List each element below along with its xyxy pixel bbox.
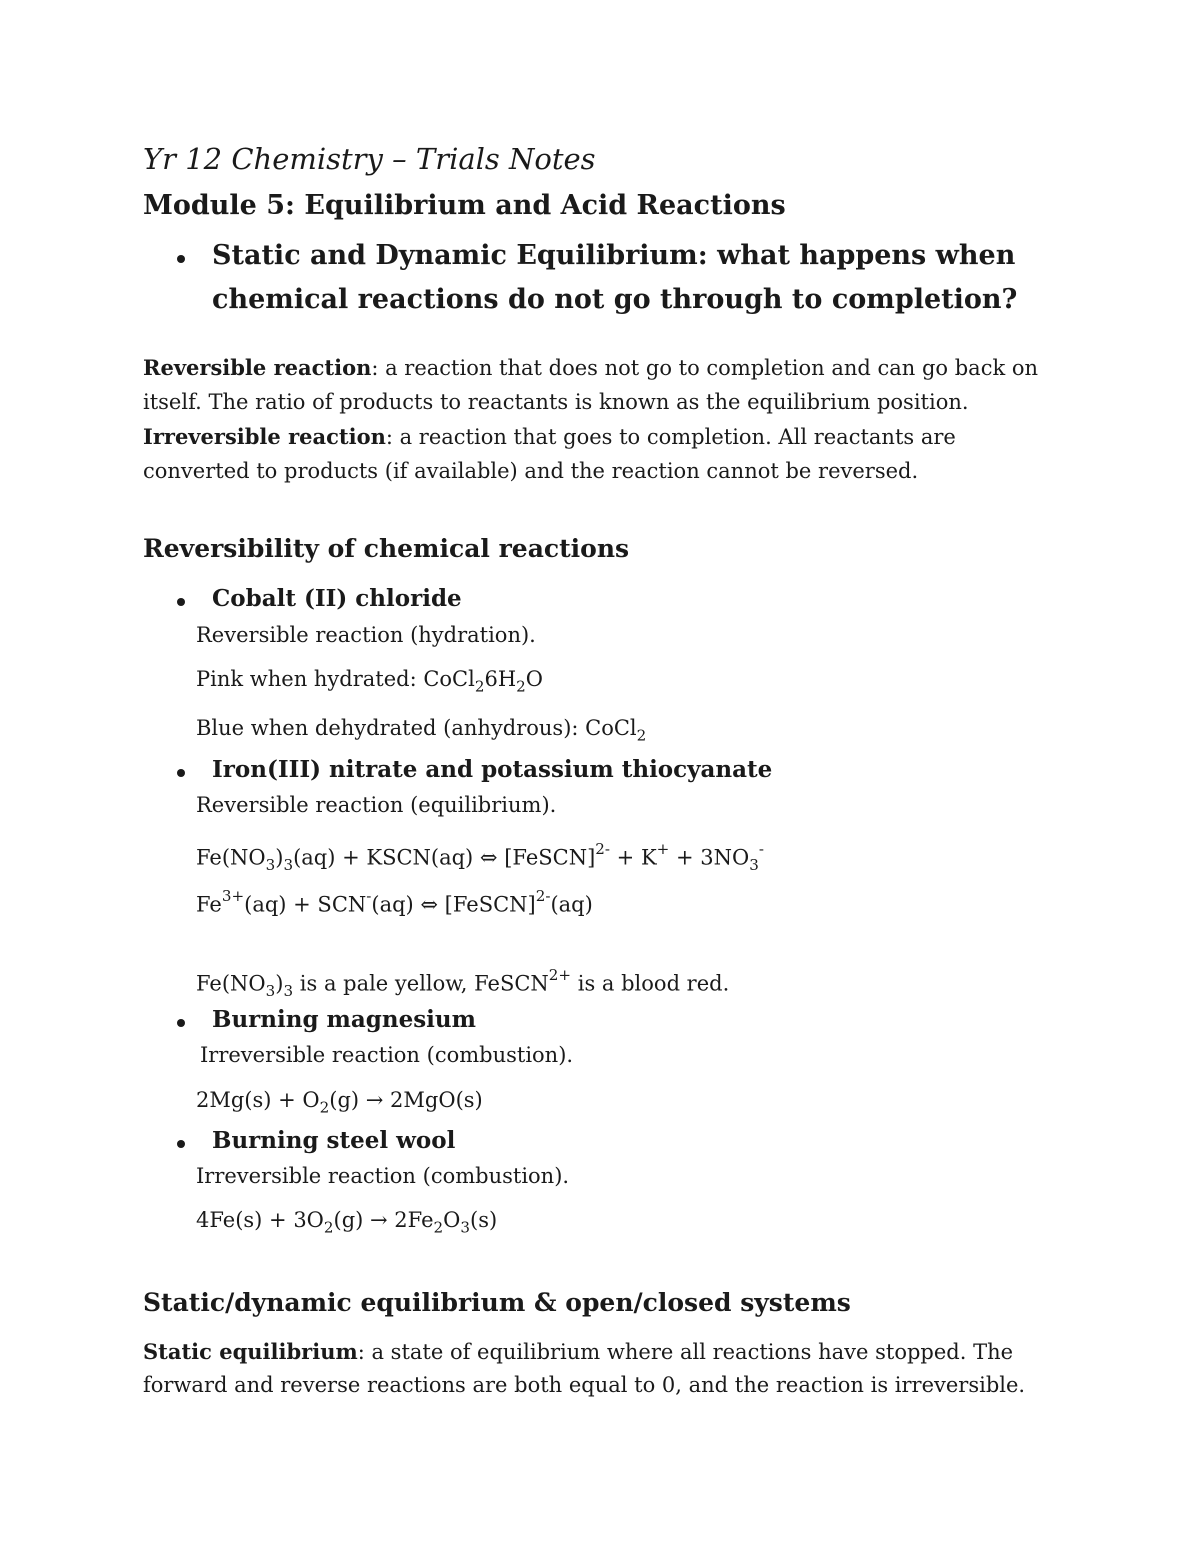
bullet-icon: [177, 1140, 185, 1148]
inquiry-question-line2: chemical reactions do not go through to completion?: [212, 284, 1018, 315]
steel-wool-heading: Burning steel wool: [212, 1127, 456, 1154]
iron-equation-1: $Fe(NO_3)_3(aq)$ + KSCN(aq) ⇔ [FeSCN]$^{2-}$ + $K^+ + 3NO_3^-$: [196, 840, 764, 874]
steel-wool-equation: $4Fe(s) + 3O_2(g) \to 2Fe_2O_3(s)$: [196, 1208, 498, 1237]
static-equilibrium-definition-cont: forward and reverse reactions are both equal to 0, and the reaction is irreversible.: [143, 1373, 1026, 1397]
document-title: Yr 12 Chemistry – Trials Notes: [143, 142, 596, 176]
module-heading: Module 5: Equilibrium and Acid Reactions: [143, 190, 786, 221]
cobalt-hydrated: Pink when hydrated: $CoCl_26H_2O$: [196, 667, 544, 696]
section-heading-reversibility: Reversibility of chemical reactions: [143, 534, 630, 563]
reversible-definition: Reversible reaction: a reaction that does not go to completion and can go back on: [143, 355, 1039, 380]
cobalt-heading: Cobalt (II) chloride: [212, 585, 462, 612]
irreversible-definition-cont: converted to products (if available) and the reaction cannot be reversed.: [143, 459, 919, 483]
inquiry-question-line1: Static and Dynamic Equilibrium: what happens when: [212, 240, 1016, 271]
static-equilibrium-term: Static equilibrium: [143, 1339, 358, 1364]
iron-equation-2: $Fe^{3+}(aq) + SCN^-(aq)$ ⇔ [FeSCN]$^{2-}$(aq): [196, 887, 593, 917]
bullet-icon: [177, 1019, 185, 1027]
magnesium-equation: $2Mg(s) + O_2(g) \to 2MgO(s)$: [196, 1088, 483, 1117]
steel-wool-line1: Irreversible reaction (combustion).: [196, 1164, 570, 1188]
bullet-icon: [177, 255, 185, 263]
cobalt-dehydrated: Blue when dehydrated (anhydrous): CoCl$_2$: [196, 716, 647, 745]
irreversible-definition: Irreversible reaction: a reaction that goes to completion. All reactants are: [143, 424, 956, 449]
reversible-definition-cont: itself. The ratio of products to reactants is known as the equilibrium position.: [143, 390, 969, 414]
magnesium-line1: Irreversible reaction (combustion).: [200, 1043, 574, 1067]
iron-heading: Iron(III) nitrate and potassium thiocyanate: [212, 756, 773, 783]
bullet-icon: [177, 598, 185, 606]
iron-line1: Reversible reaction (equilibrium).: [196, 793, 557, 817]
magnesium-heading: Burning magnesium: [212, 1006, 476, 1033]
static-equilibrium-definition: Static equilibrium: a state of equilibrium where all reactions have stopped. The: [143, 1339, 1014, 1364]
irreversible-term: Irreversible reaction: [143, 424, 386, 449]
bullet-icon: [177, 769, 185, 777]
reversible-term: Reversible reaction: [143, 355, 372, 380]
iron-colours: $Fe(NO_3)_3$ is a pale yellow, FeSCN$^{2+}$ is a blood red.: [196, 966, 730, 1000]
section-heading-static-dynamic: Static/dynamic equilibrium & open/closed systems: [143, 1288, 851, 1317]
cobalt-line1: Reversible reaction (hydration).: [196, 623, 536, 647]
